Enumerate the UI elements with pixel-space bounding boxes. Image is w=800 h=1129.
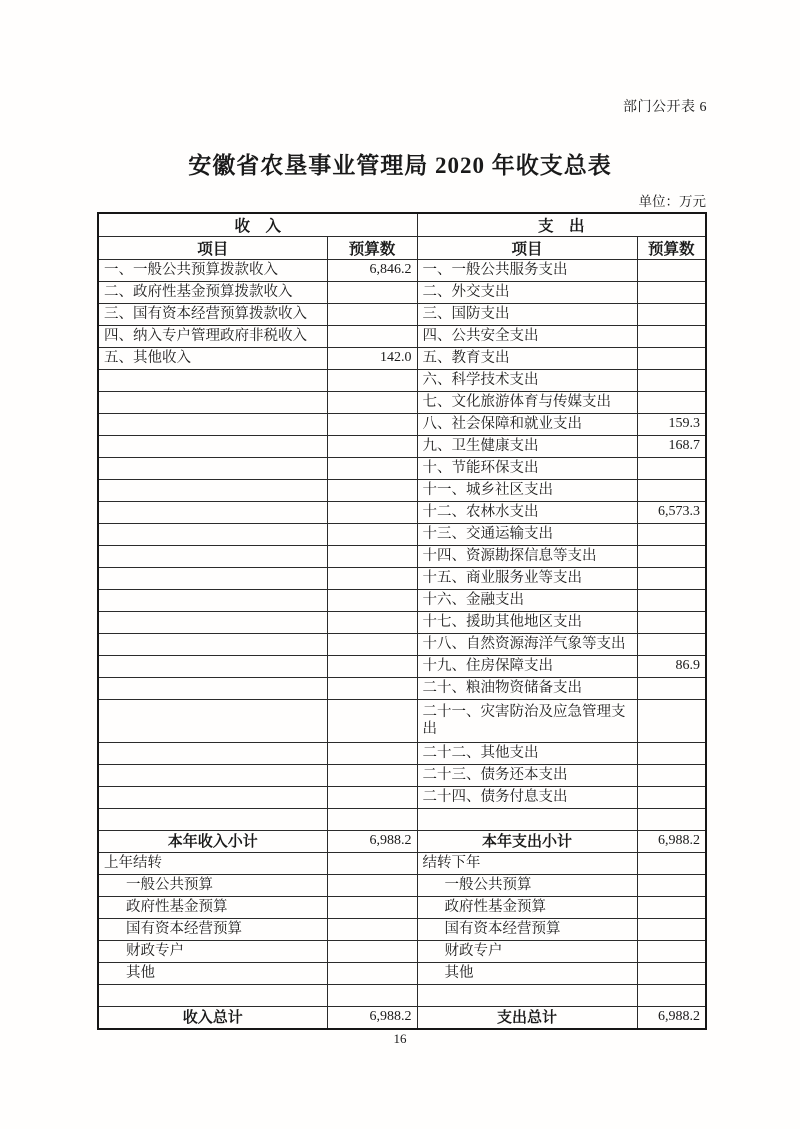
income-value-cell [327, 546, 417, 568]
expense-item-cell: 三、国防支出 [417, 304, 637, 326]
expense-value-cell: 159.3 [637, 414, 706, 436]
income-value-cell [327, 941, 417, 963]
table-row [98, 700, 706, 743]
expense-value-cell [637, 260, 706, 282]
table-row [98, 414, 706, 436]
table-row [98, 568, 706, 590]
table-row [98, 875, 706, 897]
expense-item-cell: 二十二、其他支出 [417, 743, 637, 765]
expense-item-cell: 十、节能环保支出 [417, 458, 637, 480]
income-item-cell [98, 502, 327, 524]
expense-item-cell: 支出总计 [417, 1007, 637, 1030]
table-row [98, 546, 706, 568]
table-row [98, 853, 706, 875]
income-value-cell [327, 897, 417, 919]
income-value-cell [327, 678, 417, 700]
expense-item-cell: 一般公共预算 [417, 875, 637, 897]
income-item-cell: 政府性基金预算 [98, 897, 327, 919]
table-row [98, 326, 706, 348]
expense-item-cell [417, 985, 637, 1007]
income-section-header: 收 入 [98, 213, 417, 237]
expense-value-cell [637, 809, 706, 831]
income-item-cell [98, 656, 327, 678]
income-value-cell [327, 480, 417, 502]
expense-value-cell [637, 568, 706, 590]
group-header-row [98, 213, 706, 237]
expense-value-cell [637, 524, 706, 546]
expense-value-cell [637, 678, 706, 700]
income-item-cell [98, 546, 327, 568]
income-item-cell [98, 787, 327, 809]
expense-item-cell: 十五、商业服务业等支出 [417, 568, 637, 590]
income-value-cell [327, 875, 417, 897]
table-row [98, 304, 706, 326]
expense-value-cell [637, 897, 706, 919]
table-row [98, 809, 706, 831]
table-row [98, 392, 706, 414]
expense-item-cell: 十二、农林水支出 [417, 502, 637, 524]
table-row [98, 480, 706, 502]
expense-item-cell: 一、一般公共服务支出 [417, 260, 637, 282]
income-item-cell [98, 985, 327, 1007]
table-row [98, 765, 706, 787]
table-row [98, 787, 706, 809]
expense-value-cell: 6,988.2 [637, 831, 706, 853]
income-value-cell: 6,846.2 [327, 260, 417, 282]
income-item-cell [98, 370, 327, 392]
table-body [98, 260, 706, 1030]
expense-value-cell [637, 941, 706, 963]
expense-value-cell [637, 304, 706, 326]
income-item-cell: 本年收入小计 [98, 831, 327, 853]
table-row [98, 524, 706, 546]
income-item-cell: 财政专户 [98, 941, 327, 963]
table-row [98, 502, 706, 524]
income-value-cell [327, 809, 417, 831]
income-value-cell [327, 985, 417, 1007]
income-item-cell [98, 524, 327, 546]
expense-item-cell [417, 809, 637, 831]
income-item-cell [98, 414, 327, 436]
expense-value-cell [637, 853, 706, 875]
expense-item-cell: 四、公共安全支出 [417, 326, 637, 348]
expense-value-cell [637, 282, 706, 304]
income-item-cell [98, 809, 327, 831]
income-budget-column-header: 预算数 [327, 237, 417, 260]
expense-value-cell [637, 546, 706, 568]
expense-value-cell [637, 985, 706, 1007]
income-value-cell [327, 743, 417, 765]
expense-item-cell: 二十一、灾害防治及应急管理支出 [417, 700, 637, 743]
income-value-cell [327, 414, 417, 436]
expense-value-cell [637, 326, 706, 348]
expense-item-cell: 十七、援助其他地区支出 [417, 612, 637, 634]
expense-item-cell: 十四、资源勘探信息等支出 [417, 546, 637, 568]
unit-label: 单位：万元 [638, 194, 706, 209]
expense-value-cell [637, 700, 706, 743]
table-row [98, 370, 706, 392]
income-value-cell [327, 370, 417, 392]
income-value-cell [327, 392, 417, 414]
income-item-cell [98, 392, 327, 414]
income-item-cell: 四、纳入专户管理政府非税收入 [98, 326, 327, 348]
income-value-cell [327, 590, 417, 612]
expense-item-cell: 二十四、债务付息支出 [417, 787, 637, 809]
table-row [98, 941, 706, 963]
income-item-cell: 一般公共预算 [98, 875, 327, 897]
table-row [98, 634, 706, 656]
income-item-cell: 三、国有资本经营预算拨款收入 [98, 304, 327, 326]
income-value-cell [327, 612, 417, 634]
income-value-cell [327, 502, 417, 524]
table-row [98, 590, 706, 612]
expense-item-cell: 二、外交支出 [417, 282, 637, 304]
table-row [98, 1007, 706, 1030]
income-value-cell [327, 787, 417, 809]
expense-value-cell [637, 590, 706, 612]
expense-item-cell: 七、文化旅游体育与传媒支出 [417, 392, 637, 414]
expense-value-cell [637, 743, 706, 765]
expense-value-cell [637, 392, 706, 414]
expense-value-cell: 168.7 [637, 436, 706, 458]
income-item-column-header: 项目 [98, 237, 327, 260]
expense-item-cell: 财政专户 [417, 941, 637, 963]
income-value-cell [327, 524, 417, 546]
expense-item-cell: 十六、金融支出 [417, 590, 637, 612]
table-row [98, 436, 706, 458]
income-item-cell [98, 612, 327, 634]
expense-item-cell: 十九、住房保障支出 [417, 656, 637, 678]
expense-value-cell [637, 875, 706, 897]
income-value-cell [327, 304, 417, 326]
income-item-cell [98, 700, 327, 743]
income-item-cell: 国有资本经营预算 [98, 919, 327, 941]
income-item-cell [98, 765, 327, 787]
expense-budget-column-header: 预算数 [637, 237, 706, 260]
income-value-cell [327, 326, 417, 348]
expense-value-cell [637, 919, 706, 941]
income-value-cell: 142.0 [327, 348, 417, 370]
expense-item-cell: 本年支出小计 [417, 831, 637, 853]
income-value-cell [327, 634, 417, 656]
income-value-cell: 6,988.2 [327, 831, 417, 853]
budget-table [97, 212, 707, 1030]
table-row [98, 831, 706, 853]
table-row [98, 985, 706, 1007]
income-value-cell [327, 919, 417, 941]
table-row [98, 260, 706, 282]
income-item-cell [98, 480, 327, 502]
table-row [98, 348, 706, 370]
table-row [98, 458, 706, 480]
income-value-cell [327, 282, 417, 304]
table-row [98, 963, 706, 985]
expense-value-cell: 6,988.2 [637, 1007, 706, 1030]
form-number-label: 部门公开表 6 [623, 100, 707, 115]
income-value-cell [327, 458, 417, 480]
expense-value-cell [637, 787, 706, 809]
expense-value-cell: 86.9 [637, 656, 706, 678]
income-value-cell [327, 963, 417, 985]
expense-item-cell: 十三、交通运输支出 [417, 524, 637, 546]
expense-value-cell [637, 963, 706, 985]
expense-item-cell: 结转下年 [417, 853, 637, 875]
expense-section-header: 支 出 [417, 213, 706, 237]
table-row [98, 919, 706, 941]
expense-value-cell: 6,573.3 [637, 502, 706, 524]
expense-item-cell: 八、社会保障和就业支出 [417, 414, 637, 436]
table-row [98, 897, 706, 919]
expense-item-cell: 十一、城乡社区支出 [417, 480, 637, 502]
income-item-cell: 五、其他收入 [98, 348, 327, 370]
income-item-cell: 其他 [98, 963, 327, 985]
expense-value-cell [637, 612, 706, 634]
income-value-cell [327, 436, 417, 458]
income-item-cell [98, 590, 327, 612]
page-number: 16 [393, 1031, 407, 1046]
expense-item-cell: 政府性基金预算 [417, 897, 637, 919]
income-value-cell: 6,988.2 [327, 1007, 417, 1030]
table-row [98, 612, 706, 634]
income-item-cell [98, 678, 327, 700]
income-item-cell [98, 634, 327, 656]
table-row [98, 743, 706, 765]
income-item-cell [98, 458, 327, 480]
income-item-cell: 收入总计 [98, 1007, 327, 1030]
expense-value-cell [637, 765, 706, 787]
income-item-cell: 二、政府性基金预算拨款收入 [98, 282, 327, 304]
income-item-cell [98, 743, 327, 765]
expense-value-cell [637, 634, 706, 656]
expense-item-cell: 其他 [417, 963, 637, 985]
expense-value-cell [637, 348, 706, 370]
income-value-cell [327, 700, 417, 743]
table-row [98, 678, 706, 700]
income-item-cell [98, 568, 327, 590]
expense-value-cell [637, 370, 706, 392]
income-value-cell [327, 568, 417, 590]
income-item-cell: 上年结转 [98, 853, 327, 875]
expense-item-cell: 九、卫生健康支出 [417, 436, 637, 458]
expense-item-cell: 国有资本经营预算 [417, 919, 637, 941]
expense-item-cell: 五、教育支出 [417, 348, 637, 370]
income-value-cell [327, 656, 417, 678]
expense-item-cell: 十八、自然资源海洋气象等支出 [417, 634, 637, 656]
expense-value-cell [637, 458, 706, 480]
expense-item-cell: 二十、粮油物资储备支出 [417, 678, 637, 700]
expense-item-cell: 二十三、债务还本支出 [417, 765, 637, 787]
expense-item-cell: 六、科学技术支出 [417, 370, 637, 392]
income-value-cell [327, 853, 417, 875]
income-item-cell [98, 436, 327, 458]
table-row [98, 656, 706, 678]
expense-item-column-header: 项目 [417, 237, 637, 260]
table-row [98, 282, 706, 304]
income-value-cell [327, 765, 417, 787]
expense-value-cell [637, 480, 706, 502]
income-item-cell: 一、一般公共预算拨款收入 [98, 260, 327, 282]
column-header-row [98, 237, 706, 260]
page-title: 安徽省农垦事业管理局 2020 年收支总表 [188, 153, 612, 178]
